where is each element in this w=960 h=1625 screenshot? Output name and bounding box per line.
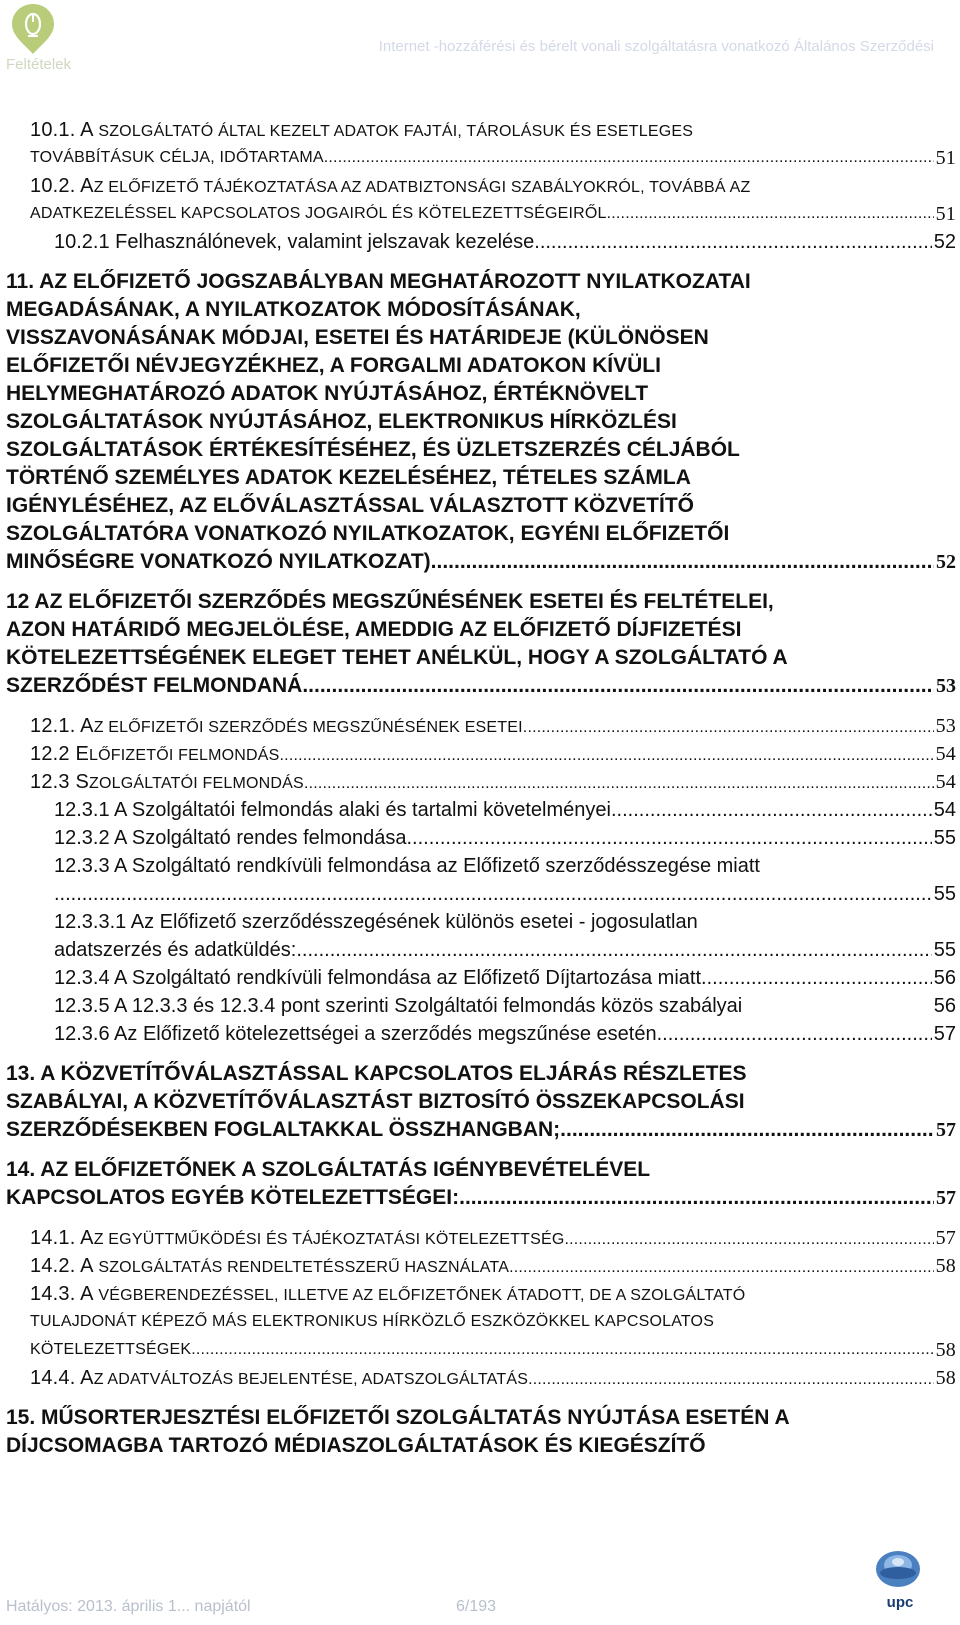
toc-entry-12-3-3[interactable]: 12.3.3 A Szolgáltató rendkívüli felmondása az Előfizető szerződésszegése miatt	[54, 855, 760, 877]
toc-entry-15-line[interactable]: DÍJCSOMAGBA TARTOZÓ MÉDIASZOLGÁLTATÁSOK ÉS KIEGÉSZÍTŐ	[6, 1434, 706, 1457]
toc-page-number: 55	[932, 824, 956, 852]
table-of-contents	[6, 116, 956, 1460]
toc-page-number: 53	[934, 712, 956, 740]
toc-entry-11[interactable]: 11. AZ ELŐFIZETŐ JOGSZABÁLYBAN MEGHATÁROZOTT NYILATKOZATAI	[6, 270, 751, 293]
toc-entry-10-1[interactable]: 10.1. A SZOLGÁLTATÓ ÁLTAL KEZELT ADATOK FAJTÁI, TÁROLÁSUK ÉS ESETLEGES	[30, 119, 694, 141]
toc-entry-14-3-end[interactable]: KÖTELEZETTSÉGEK ..... 58	[6, 1336, 956, 1364]
toc-entry-13-end[interactable]: SZERZŐDÉSEKBEN FOGLALTAKKAL ÖSSZHANGBAN; ..... 57	[6, 1116, 956, 1144]
toc-entry-14[interactable]: 14. AZ ELŐFIZETŐNEK A SZOLGÁLTATÁS IGÉNYBEVÉTELÉVEL	[6, 1158, 651, 1181]
toc-page-number: 57	[934, 1116, 956, 1144]
toc-entry-13-line[interactable]: SZABÁLYAI, A KÖZVETÍTŐVÁLASZTÁST BIZTOSÍTÓ ÖSSZEKAPCSOLÁSI	[6, 1090, 745, 1113]
toc-entry-12-1[interactable]: 12.1. AZ ELŐFIZETŐI SZERZŐDÉS MEGSZŰNÉSÉNEK ESETEI ..... 53	[6, 712, 956, 740]
toc-entry-15[interactable]: 15. MŰSORTERJESZTÉSI ELŐFIZETŐI SZOLGÁLTATÁS NYÚJTÁSA ESETÉN A	[6, 1406, 790, 1429]
toc-page-number: 57	[934, 1224, 956, 1252]
toc-entry-10-1-cont[interactable]: TOVÁBBÍTÁSUK CÉLJA, IDŐTARTAMA ..... 51	[6, 144, 956, 172]
toc-page-number: 52	[934, 548, 956, 576]
toc-entry-10-2-cont[interactable]: ADATKEZELÉSSEL KAPCSOLATOS JOGAIRÓL ÉS KÖTELEZETTSÉGEIRŐL ..... 51	[6, 200, 956, 228]
toc-entry-11-line[interactable]: HELYMEGHATÁROZÓ ADATOK NYÚJTÁSÁHOZ, ÉRTÉKNÖVELT	[6, 382, 649, 405]
toc-entry-12[interactable]: 12 AZ ELŐFIZETŐI SZERZŐDÉS MEGSZŰNÉSÉNEK ESETEI ÉS FELTÉTELEI,	[6, 590, 774, 613]
upc-logo-icon	[868, 1537, 932, 1611]
footer-effective-date: Hatályos: 2013. április 1... napjától	[6, 1598, 251, 1615]
header-left-text: Feltételek	[6, 56, 72, 73]
toc-entry-13[interactable]: 13. A KÖZVETÍTŐVÁLASZTÁSSAL KAPCSOLATOS ELJÁRÁS RÉSZLETES	[6, 1062, 747, 1085]
toc-entry-11-line[interactable]: SZOLGÁLTATÓRA VONATKOZÓ NYILATKOZATOK, EGYÉNI ELŐFIZETŐI	[6, 522, 730, 545]
toc-entry-11-line[interactable]: SZOLGÁLTATÁSOK ÉRTÉKESÍTÉSÉHEZ, ÉS ÜZLETSZERZÉS CÉLJÁBÓL	[6, 438, 740, 461]
toc-entry-10-2-1[interactable]: 10.2.1 Felhasználónevek, valamint jelszavak kezelése ..... 52	[6, 228, 956, 256]
toc-page-number: 56	[932, 992, 956, 1020]
toc-entry-14-4[interactable]: 14.4. AZ ADATVÁLTOZÁS BEJELENTÉSE, ADATSZOLGÁLTATÁS ..... 58	[6, 1364, 956, 1392]
toc-entry-12-3-1[interactable]: 12.3.1 A Szolgáltatói felmondás alaki és tartalmi követelményei ..... 54	[6, 796, 956, 824]
toc-entry-11-line[interactable]: SZOLGÁLTATÁSOK NYÚJTÁSÁHOZ, ELEKTRONIKUS HÍRKÖZLÉSI	[6, 410, 677, 433]
toc-page-number: 51	[934, 200, 956, 228]
toc-entry-12-3-3-1-cont[interactable]: adatszerzés és adatküldés: ..... 55	[6, 936, 956, 964]
toc-page-number: 51	[934, 144, 956, 172]
toc-page-number: 57	[934, 1184, 956, 1212]
toc-entry-14-3[interactable]: 14.3. A VÉGBERENDEZÉSSEL, ILLETVE AZ ELŐFIZETŐNEK ÁTADOTT, DE A SZOLGÁLTATÓ	[30, 1283, 746, 1305]
toc-entry-12-3-3-1[interactable]: 12.3.3.1 Az Előfizető szerződésszegésének különös esetei - jogosulatlan	[54, 911, 698, 933]
toc-entry-11-line[interactable]: VISSZAVONÁSÁNAK MÓDJAI, ESETEI ÉS HATÁRIDEJE (KÜLÖNÖSEN	[6, 326, 709, 349]
toc-page-number: 58	[934, 1336, 956, 1364]
toc-entry-12-3-3-cont[interactable]	[6, 880, 956, 908]
toc-entry-12-3-2[interactable]: 12.3.2 A Szolgáltató rendes felmondása ..... 55	[6, 824, 956, 852]
toc-entry-14-2[interactable]: 14.2. A SZOLGÁLTATÁS RENDELTETÉSSZERŰ HASZNÁLATA ..... 58	[6, 1252, 956, 1280]
toc-page-number: 58	[934, 1252, 956, 1280]
toc-entry-11-line[interactable]: ELŐFIZETŐI NÉVJEGYZÉKHEZ, A FORGALMI ADATOKON KÍVÜLI	[6, 354, 661, 377]
toc-page-number: 55	[932, 936, 956, 964]
toc-page-number: 54	[932, 796, 956, 824]
toc-entry-12-3[interactable]: 12.3 SZOLGÁLTATÓI FELMONDÁS ..... 54	[6, 768, 956, 796]
toc-entry-11-line[interactable]: IGÉNYLÉSÉHEZ, AZ ELŐVÁLASZTÁSSAL VÁLASZTOTT KÖZVETÍTŐ	[6, 494, 694, 517]
toc-page-number: 57	[932, 1020, 956, 1048]
header-title: Internet -hozzáférési és bérelt vonali szolgáltatásra vonatkozó Általános Szerződési	[378, 38, 934, 55]
toc-page-number: 53	[934, 672, 956, 700]
toc-page-number: 56	[932, 964, 956, 992]
toc-entry-12-3-6[interactable]: 12.3.6 Az Előfizető kötelezettségei a szerződés megszűnése esetén ..... 57	[6, 1020, 956, 1048]
footer-page-number: 6/193	[456, 1598, 497, 1615]
toc-entry-12-end[interactable]: SZERZŐDÉST FELMONDANÁ ..... 53	[6, 672, 956, 700]
toc-entry-14-end[interactable]: KAPCSOLATOS EGYÉB KÖTELEZETTSÉGEI: ..... 57	[6, 1184, 956, 1212]
toc-page-number: 52	[932, 228, 956, 256]
toc-entry-11-line[interactable]: MEGADÁSÁNAK, A NYILATKOZATOK MÓDOSÍTÁSÁNAK,	[6, 298, 581, 321]
toc-entry-12-2[interactable]: 12.2 ELŐFIZETŐI FELMONDÁS ..... 54	[6, 740, 956, 768]
toc-entry-14-1[interactable]: 14.1. AZ EGYÜTTMŰKÖDÉSI ÉS TÁJÉKOZTATÁSI KÖTELEZETTSÉG ..... 57	[6, 1224, 956, 1252]
toc-entry-12-line[interactable]: KÖTELEZETTSÉGÉNEK ELEGET TEHET ANÉLKÜL, HOGY A SZOLGÁLTATÓ A	[6, 646, 788, 669]
toc-entry-11-end[interactable]: MINŐSÉGRE VONATKOZÓ NYILATKOZAT) ..... 52	[6, 548, 956, 576]
toc-page-number: 54	[934, 768, 956, 796]
toc-entry-11-line[interactable]: TÖRTÉNŐ SZEMÉLYES ADATOK KEZELÉSÉHEZ, TÉTELES SZÁMLA	[6, 466, 691, 489]
toc-page-number: 54	[934, 740, 956, 768]
toc-page-number: 55	[932, 880, 956, 908]
toc-page-number: 58	[934, 1364, 956, 1392]
lightbulb-logo-icon	[8, 2, 58, 56]
toc-entry-14-3-line[interactable]: TULAJDONÁT KÉPEZŐ MÁS ELEKTRONIKUS HÍRKÖZLŐ ESZKÖZÖKKEL KAPCSOLATOS	[30, 1313, 715, 1330]
toc-entry-12-3-4[interactable]: 12.3.4 A Szolgáltató rendkívüli felmondása az Előfizető Díjtartozása miatt ..... 56	[6, 964, 956, 992]
toc-entry-12-line[interactable]: AZON HATÁRIDŐ MEGJELÖLÉSE, AMEDDIG AZ ELŐFIZETŐ DÍJFIZETÉSI	[6, 618, 742, 641]
toc-entry-10-2[interactable]: 10.2. AZ ELŐFIZETŐ TÁJÉKOZTATÁSA AZ ADATBIZTONSÁGI SZABÁLYOKRÓL, TOVÁBBÁ AZ	[30, 175, 751, 197]
toc-entry-12-3-5[interactable]: 12.3.5 A 12.3.3 és 12.3.4 pont szerinti Szolgáltatói felmondás közös szabályai 56	[6, 992, 956, 1020]
upc-logo-text: upc	[886, 1594, 914, 1611]
